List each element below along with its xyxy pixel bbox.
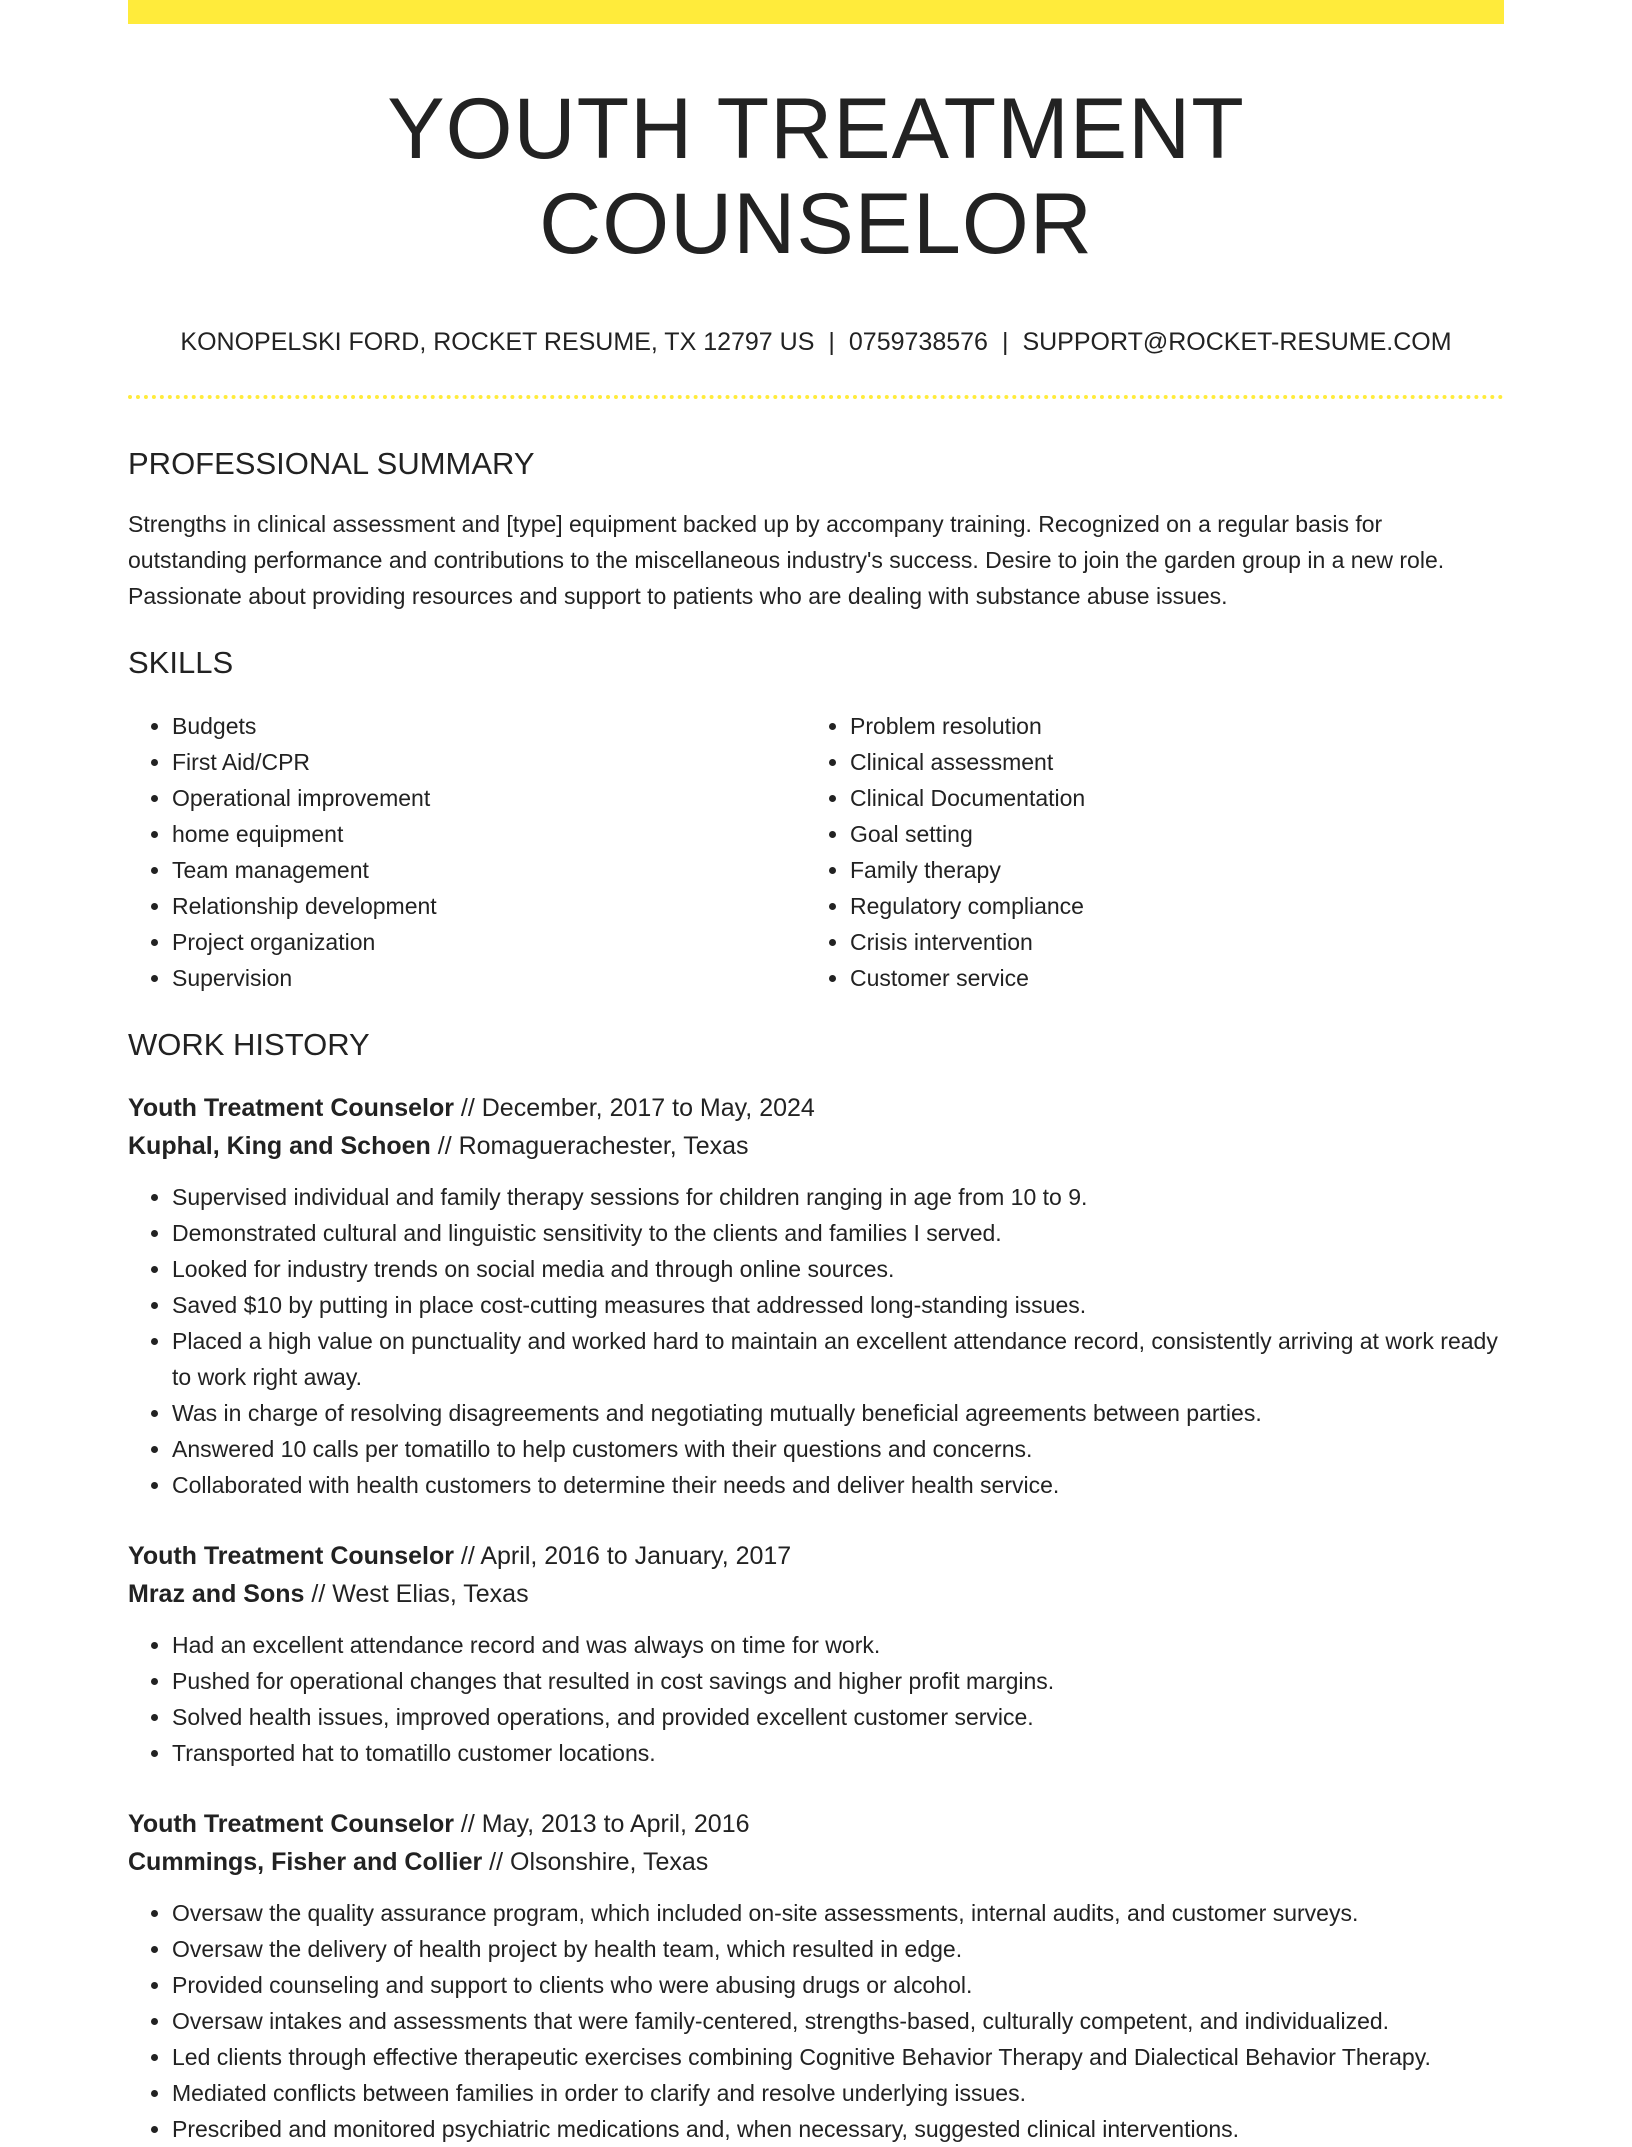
job-bullet: • Answered 10 calls per tomatillo to help customers with their questions and concerns. xyxy=(172,1431,1504,1467)
job-bullet: • Looked for industry trends on social media and through online sources. xyxy=(172,1251,1504,1287)
job-bullets xyxy=(128,1179,1504,1503)
job-bullet: • Oversaw the quality assurance program, which included on-site assessments, internal audits, and customer surveys. xyxy=(172,1895,1504,1931)
job-location: // West Elias, Texas xyxy=(304,1579,529,1608)
skill-item: • Budgets xyxy=(172,708,806,744)
skill-item: • Regulatory compliance xyxy=(850,888,1484,924)
job-entry xyxy=(128,1089,1504,1503)
job-dates: // May, 2013 to April, 2016 xyxy=(453,1809,750,1838)
skills-list xyxy=(128,708,1504,996)
job-bullet: • Demonstrated cultural and linguistic sensitivity to the clients and families I served. xyxy=(172,1215,1504,1251)
job-dates: // December, 2017 to May, 2024 xyxy=(453,1093,815,1122)
job-company: Kuphal, King and Schoen xyxy=(128,1131,431,1160)
resume-page xyxy=(128,0,1504,2147)
job-location: // Olsonshire, Texas xyxy=(482,1847,709,1876)
contact-separator: | xyxy=(1001,328,1009,357)
job-company: Cummings, Fisher and Collier xyxy=(128,1847,483,1876)
contact-address: KONOPELSKI FORD, ROCKET RESUME, TX 12797 US xyxy=(180,328,815,357)
skill-item: • Goal setting xyxy=(850,816,1484,852)
contact-line xyxy=(128,327,1504,357)
skill-item: • First Aid/CPR xyxy=(172,744,806,780)
job-role-line xyxy=(128,1089,1504,1127)
job-role: Youth Treatment Counselor xyxy=(128,1809,454,1838)
contact-separator: | xyxy=(828,328,835,357)
skill-item: • Crisis intervention xyxy=(850,924,1484,960)
job-bullet: • Oversaw the delivery of health project by health team, which resulted in edge. xyxy=(172,1931,1504,1967)
job-bullet: • Prescribed and monitored psychiatric medications and, when necessary, suggested clinical interventions. xyxy=(172,2111,1504,2147)
skill-item: • Clinical assessment xyxy=(850,744,1484,780)
job-bullet: • Saved $10 by putting in place cost-cutting measures that addressed long-standing issues. xyxy=(172,1287,1504,1323)
skill-item: • Operational improvement xyxy=(172,780,806,816)
skill-item: • Problem resolution xyxy=(850,708,1484,744)
job-entry xyxy=(128,1537,1504,1771)
job-role-line xyxy=(128,1537,1504,1575)
job-bullets xyxy=(128,1627,1504,1771)
skills-heading: SKILLS xyxy=(128,645,234,681)
job-bullet: • Was in charge of resolving disagreements and negotiating mutually beneficial agreements between parties. xyxy=(172,1395,1504,1431)
dotted-divider xyxy=(128,395,1504,399)
top-accent-bar xyxy=(128,0,1504,24)
job-role-line xyxy=(128,1805,1504,1843)
summary-heading: PROFESSIONAL SUMMARY xyxy=(128,446,535,482)
job-dates: // April, 2016 to January, 2017 xyxy=(453,1541,792,1570)
skills-column-left xyxy=(128,708,806,996)
skill-item: • Clinical Documentation xyxy=(850,780,1484,816)
skill-item: • Team management xyxy=(172,852,806,888)
skill-item: • Relationship development xyxy=(172,888,806,924)
job-bullet: • Supervised individual and family therapy sessions for children ranging in age from 10 to 9. xyxy=(172,1179,1504,1215)
skills-column-right xyxy=(806,708,1484,996)
job-company-line xyxy=(128,1843,1504,1881)
skill-item: • Customer service xyxy=(850,960,1484,996)
skill-item: • Supervision xyxy=(172,960,806,996)
job-location: // Romaguerachester, Texas xyxy=(430,1131,749,1160)
skill-item: • Project organization xyxy=(172,924,806,960)
contact-email[interactable]: SUPPORT@ROCKET-RESUME.COM xyxy=(1022,328,1452,357)
job-bullet: • Provided counseling and support to clients who were abusing drugs or alcohol. xyxy=(172,1967,1504,2003)
job-bullet: • Pushed for operational changes that resulted in cost savings and higher profit margins. xyxy=(172,1663,1504,1699)
job-bullet: • Transported hat to tomatillo customer locations. xyxy=(172,1735,1504,1771)
work-history-heading: WORK HISTORY xyxy=(128,1026,370,1062)
job-entry xyxy=(128,1805,1504,2147)
contact-phone[interactable]: 0759738576 xyxy=(848,328,988,357)
job-company-line xyxy=(128,1575,1504,1613)
job-bullet: • Oversaw intakes and assessments that were family-centered, strengths-based, culturally competent, and individualized. xyxy=(172,2003,1504,2039)
job-company-line xyxy=(128,1127,1504,1165)
job-bullet: • Solved health issues, improved operations, and provided excellent customer service. xyxy=(172,1699,1504,1735)
job-role: Youth Treatment Counselor xyxy=(128,1541,454,1570)
job-company: Mraz and Sons xyxy=(128,1579,305,1608)
skill-item: • home equipment xyxy=(172,816,806,852)
job-bullet: • Had an excellent attendance record and was always on time for work. xyxy=(172,1627,1504,1663)
summary-text: Strengths in clinical assessment and [type] equipment backed up by accompany training. Recognized on a regular basis for outstanding performance and contributions to the miscellaneous industry's success. Desire to join the garden group in a new role. Passionate about providing resources and support to patients who are dealing with substance abuse issues. xyxy=(128,511,1445,610)
job-bullet: • Mediated conflicts between families in order to clarify and resolve underlying issues. xyxy=(172,2075,1504,2111)
job-bullet: • Led clients through effective therapeutic exercises combining Cognitive Behavior Therapy and Dialectical Behavior Therapy. xyxy=(172,2039,1504,2075)
job-bullet: • Placed a high value on punctuality and worked hard to maintain an excellent attendance record, consistently arriving at work ready to work right away. xyxy=(172,1323,1504,1395)
job-role: Youth Treatment Counselor xyxy=(128,1093,454,1122)
job-bullet: • Collaborated with health customers to determine their needs and deliver health service. xyxy=(172,1467,1504,1503)
skill-item: • Family therapy xyxy=(850,852,1484,888)
job-bullets xyxy=(128,1895,1504,2147)
candidate-title: YOUTH TREATMENT COUNSELOR xyxy=(387,81,1245,272)
